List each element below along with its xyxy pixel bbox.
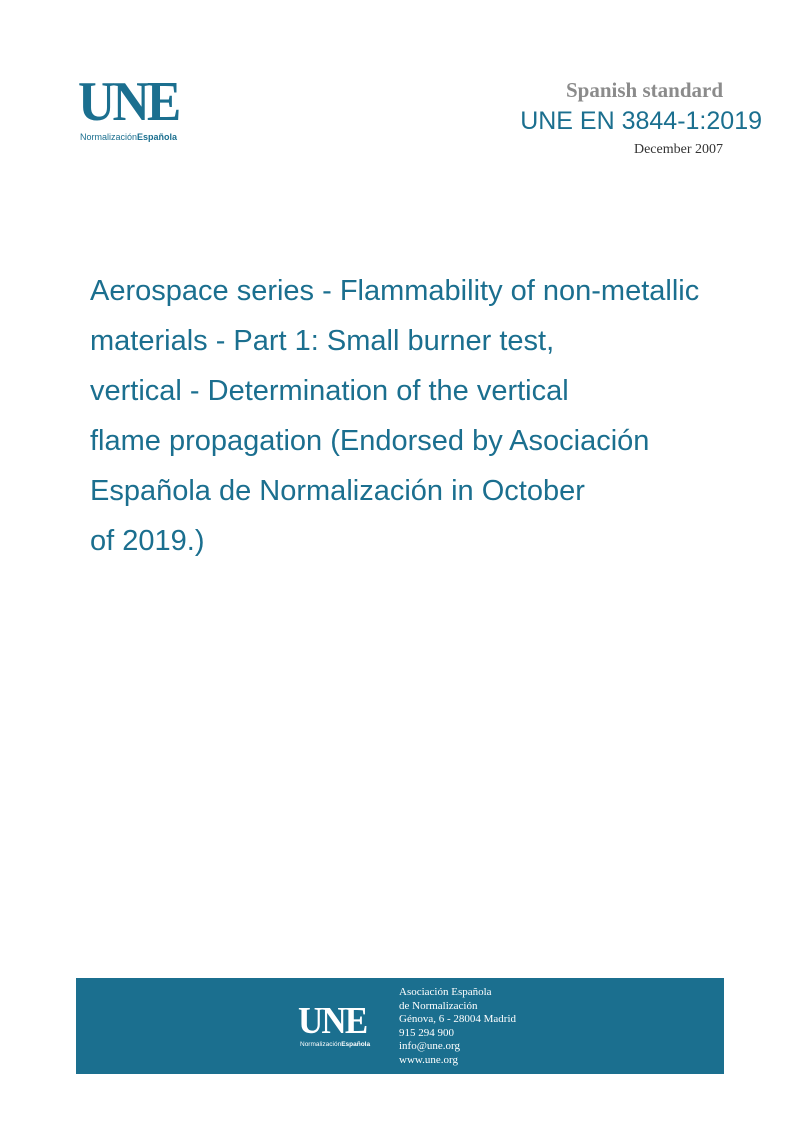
une-logo [78, 71, 218, 144]
standard-label: Spanish standard [566, 78, 723, 102]
footer-logo-subtitle [300, 1041, 370, 1048]
title-line: materials - Part 1: Small burner test, [90, 325, 555, 357]
une-logo-sub-suffix: Española [137, 132, 178, 142]
une-logo-sub-prefix: Normalización [80, 132, 138, 142]
title-line: flame propagation (Endorsed by Asociación [90, 425, 650, 457]
title-line: Española de Normalización in October [90, 475, 585, 507]
footer-band [76, 978, 724, 1074]
une-logo-subtitle [80, 132, 177, 142]
standard-number: UNE EN 3844-1:2019 [520, 107, 762, 135]
footer-logo-sub-prefix: Normalización [300, 1041, 342, 1048]
standard-date: December 2007 [633, 142, 723, 157]
title-line: of 2019.) [90, 525, 205, 557]
title-line: Aerospace series - Flammability of non-metallic [90, 275, 700, 307]
footer-org-name-line1: Asociación Española [399, 986, 492, 998]
footer-email: info@une.org [399, 1040, 460, 1053]
footer-website: www.une.org [399, 1053, 458, 1066]
footer-address: Génova, 6 - 28004 Madrid [399, 1013, 517, 1026]
une-logo-mark: UNE [78, 71, 179, 133]
footer-une-logo [298, 1002, 388, 1052]
footer-org-name-line2: de Normalización [399, 999, 478, 1012]
title-line: vertical - Determination of the vertical [90, 375, 569, 407]
document-title [90, 266, 780, 566]
footer-phone: 915 294 900 [399, 1026, 454, 1039]
footer-logo-sub-suffix: Española [341, 1041, 371, 1048]
footer-contact-info [399, 986, 516, 1068]
footer-logo-mark: UNE [298, 1000, 367, 1042]
